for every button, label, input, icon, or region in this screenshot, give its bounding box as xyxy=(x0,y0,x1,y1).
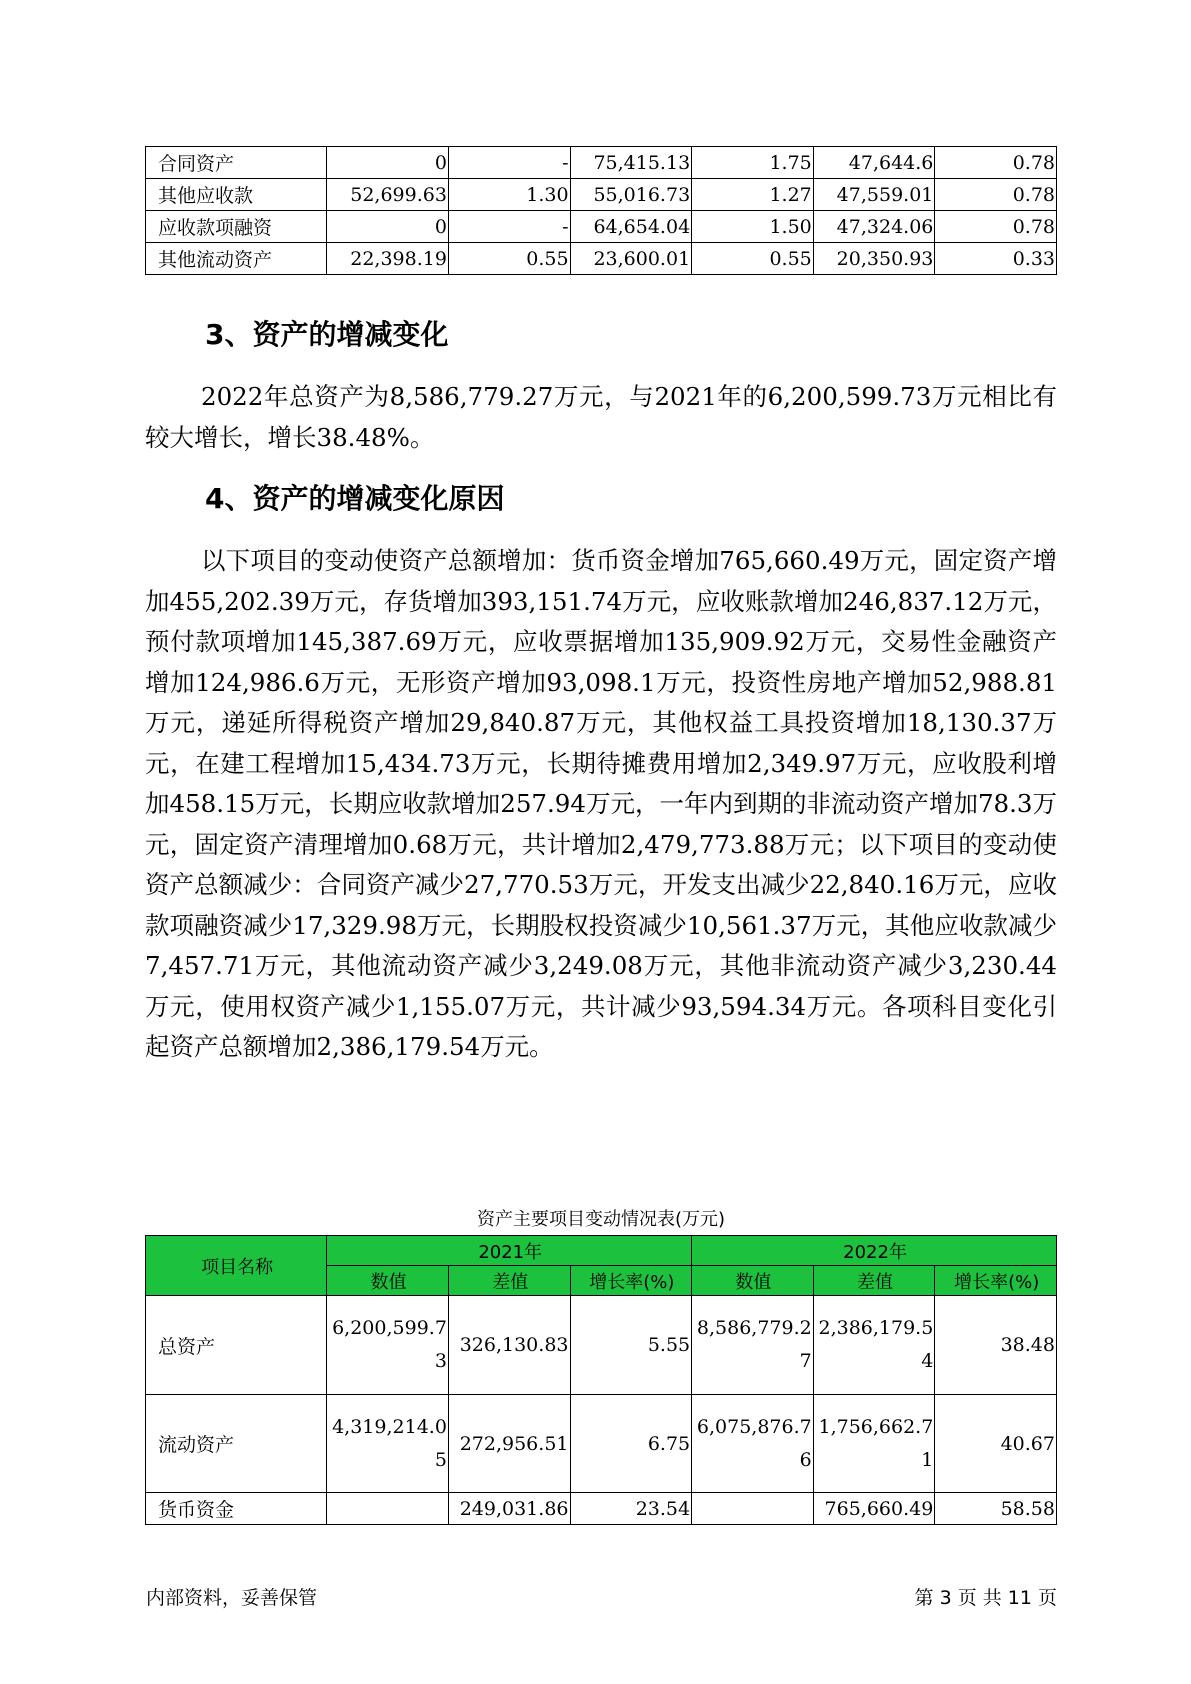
header-growth: 增长率(%) xyxy=(935,1266,1057,1296)
cell: 47,559.01 xyxy=(813,179,935,211)
row-label: 总资产 xyxy=(146,1296,327,1395)
cell: 0.55 xyxy=(692,243,814,275)
cell: 6,200,599.73 xyxy=(327,1296,449,1395)
table-row xyxy=(146,179,1057,211)
cell: 0.78 xyxy=(935,179,1057,211)
cell: - xyxy=(448,147,570,179)
cell: 6.75 xyxy=(570,1395,692,1493)
row-label: 货币资金 xyxy=(146,1493,327,1525)
cell: 4,319,214.05 xyxy=(327,1395,449,1493)
table-caption: 资产主要项目变动情况表(万元) xyxy=(476,1209,726,1230)
section-heading-3: 3、资产的增减变化 xyxy=(205,318,449,351)
cell: 5.55 xyxy=(570,1296,692,1395)
table-row xyxy=(146,1395,1057,1493)
cell: 47,644.6 xyxy=(813,147,935,179)
cell: 20,350.93 xyxy=(813,243,935,275)
cell: 0.78 xyxy=(935,211,1057,243)
cell: 1.27 xyxy=(692,179,814,211)
cell: 0.78 xyxy=(935,147,1057,179)
header-growth: 增长率(%) xyxy=(570,1266,692,1296)
cell: 55,016.73 xyxy=(570,179,692,211)
cell: 52,699.63 xyxy=(327,179,449,211)
header-diff: 差值 xyxy=(448,1266,570,1296)
table-header-row xyxy=(146,1236,1057,1266)
cell: 64,654.04 xyxy=(570,211,692,243)
cell: 249,031.86 xyxy=(448,1493,570,1525)
section-heading-4: 4、资产的增减变化原因 xyxy=(205,482,505,515)
cell: 0 xyxy=(327,147,449,179)
row-label: 应收款项融资 xyxy=(146,211,327,243)
cell: 1.30 xyxy=(448,179,570,211)
row-label: 其他流动资产 xyxy=(146,243,327,275)
table-row xyxy=(146,243,1057,275)
header-year-2021: 2021年 xyxy=(327,1236,692,1266)
row-label: 其他应收款 xyxy=(146,179,327,211)
header-diff: 差值 xyxy=(813,1266,935,1296)
header-item-name: 项目名称 xyxy=(146,1236,327,1296)
cell: 38.48 xyxy=(935,1296,1057,1395)
cell: 22,398.19 xyxy=(327,243,449,275)
cell: 326,130.83 xyxy=(448,1296,570,1395)
assets-structure-table-continued xyxy=(145,146,1057,275)
cell: 272,956.51 xyxy=(448,1395,570,1493)
section-paragraph-4: 以下项目的变动使资产总额增加：货币资金增加765,660.49万元，固定资产增加455,202.39万元，存货增加393,151.74万元，应收账款增加246,837.12万元，预付款项增加145,387.69万元，应收票据增加135,909.92万元，交易性金融资产增加124,986.6万元，无形资产增加93,098.1万元，投资性房地产增加52,988.81万元，递延所得税资产增加29,840.87万元，其他权益工具投资增加18,130.37万元，在建工程增加15,434.73万元，长期待摊费用增加2,349.97万元，应收股利增加458.15万元，长期应收款增加257.94万元，一年内到期的非流动资产增加78.3万元，固定资产清理增加0.68万元，共计增加2,479,773.88万元；以下项目的变动使资产总额减少：合同资产减少27,770.53万元，开发支出减少22,840.16万元，应收款项融资减少17,329.98万元，长期股权投资减少10,561.37万元，其他应收款减少7,457.71万元，其他流动资产减少3,249.08万元，其他非流动资产减少3,230.44万元，使用权资产减少1,155.07万元，共计减少93,594.34万元。各项科目变化引起资产总额增加2,386,179.54万元。 xyxy=(145,546,1057,1061)
cell: 6,075,876.76 xyxy=(692,1395,814,1493)
row-label: 合同资产 xyxy=(146,147,327,179)
cell: 1,756,662.71 xyxy=(813,1395,935,1493)
table-row xyxy=(146,1296,1057,1395)
asset-change-table xyxy=(145,1235,1057,1525)
header-value: 数值 xyxy=(692,1266,814,1296)
cell: 0.33 xyxy=(935,243,1057,275)
cell: 765,660.49 xyxy=(813,1493,935,1525)
cell: 23.54 xyxy=(570,1493,692,1525)
cell: 1.50 xyxy=(692,211,814,243)
cell: 40.67 xyxy=(935,1395,1057,1493)
table-row xyxy=(146,211,1057,243)
cell: 58.58 xyxy=(935,1493,1057,1525)
cell: 0 xyxy=(327,211,449,243)
header-value: 数值 xyxy=(327,1266,449,1296)
cell: 1.75 xyxy=(692,147,814,179)
section-paragraph-3: 2022年总资产为8,586,779.27万元，与2021年的6,200,599.73万元相比有较大增长，增长38.48%。 xyxy=(145,382,1057,452)
footer-confidential-note: 内部资料，妥善保管 xyxy=(146,1587,318,1609)
cell: 8,586,779.27 xyxy=(692,1296,814,1395)
header-year-2022: 2022年 xyxy=(692,1236,1057,1266)
cell xyxy=(327,1493,449,1525)
table-row xyxy=(146,1493,1057,1525)
cell: - xyxy=(448,211,570,243)
table-row xyxy=(146,147,1057,179)
row-label: 流动资产 xyxy=(146,1395,327,1493)
cell xyxy=(692,1493,814,1525)
footer-page-number: 第 3 页 共 11 页 xyxy=(914,1587,1057,1609)
cell: 23,600.01 xyxy=(570,243,692,275)
cell: 2,386,179.54 xyxy=(813,1296,935,1395)
cell: 75,415.13 xyxy=(570,147,692,179)
cell: 47,324.06 xyxy=(813,211,935,243)
cell: 0.55 xyxy=(448,243,570,275)
